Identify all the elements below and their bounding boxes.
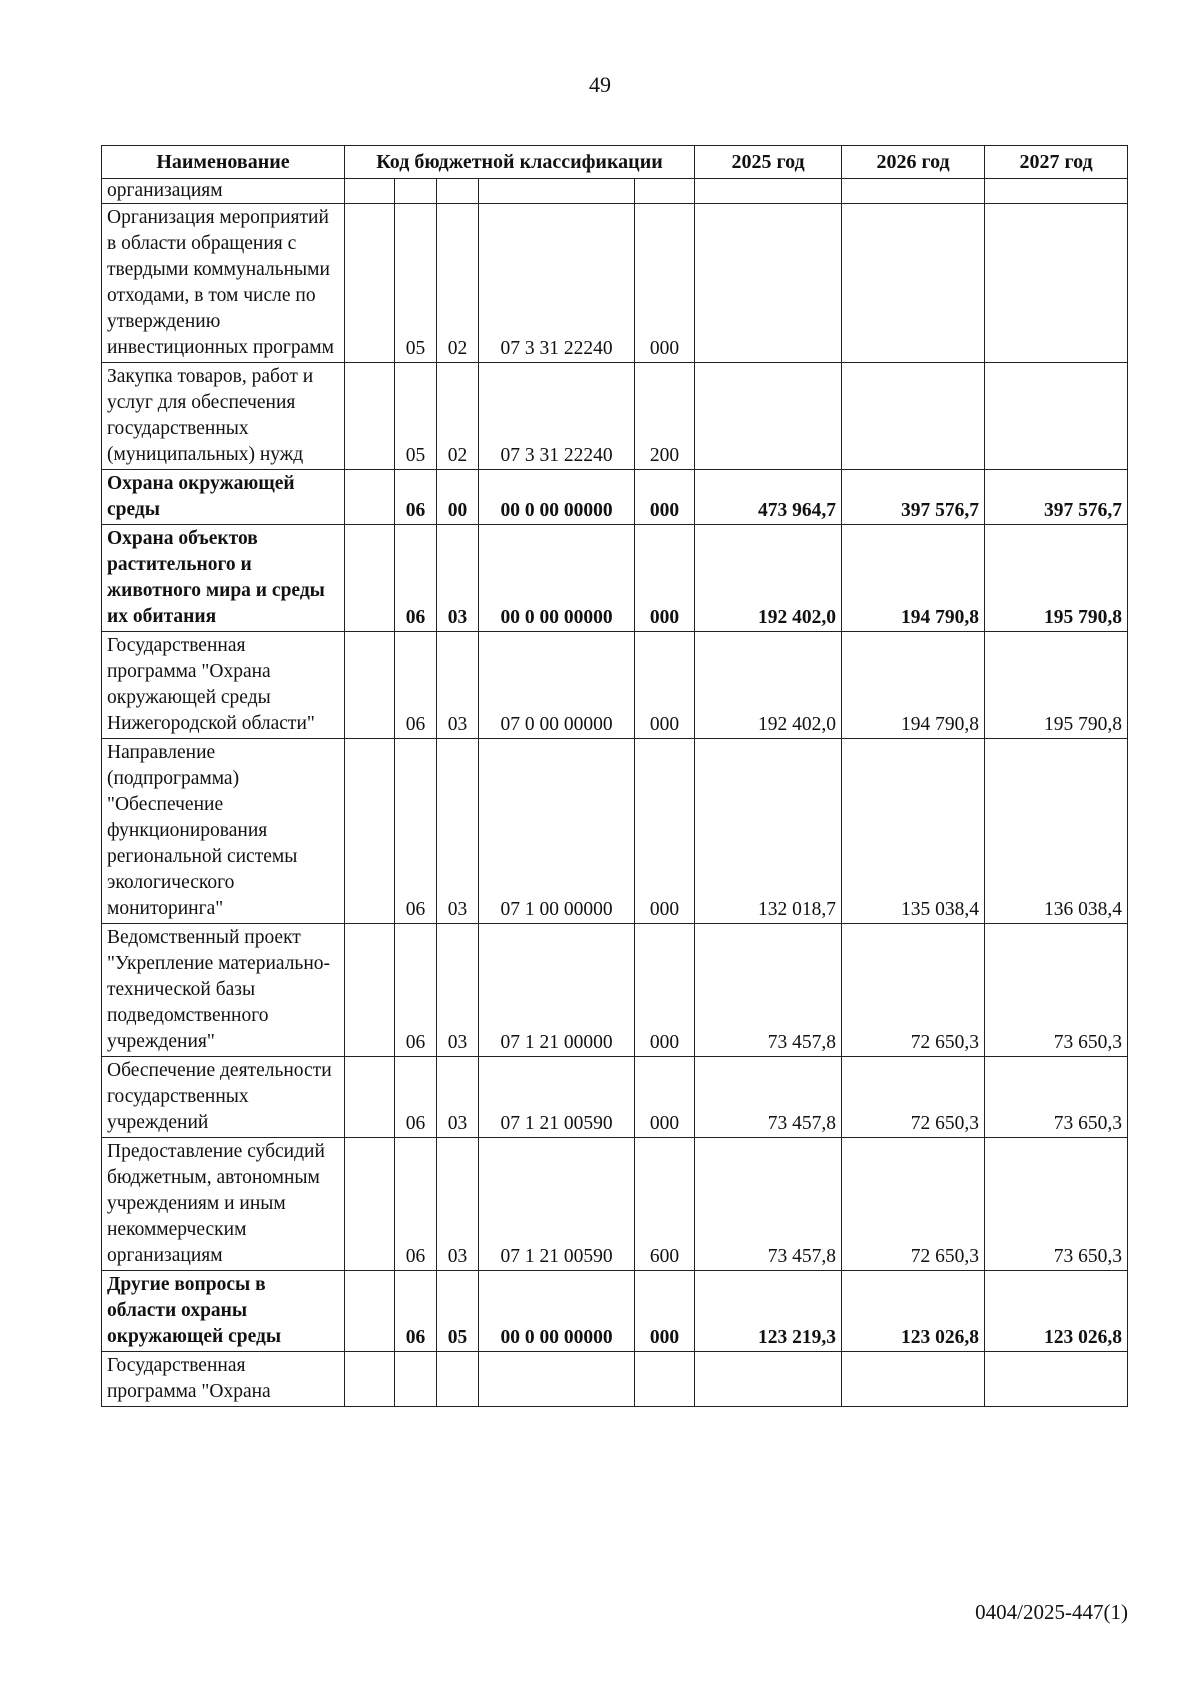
code-blank xyxy=(345,179,395,204)
code-target-article: 07 1 00 00000 xyxy=(479,739,635,924)
row-name: Охрана объектов растительного и животного мира и среды их обитания xyxy=(102,525,345,632)
header-code: Код бюджетной классификации xyxy=(345,146,695,179)
table-row xyxy=(102,739,1128,924)
code-target-article xyxy=(479,179,635,204)
header-2026: 2026 год xyxy=(842,146,985,179)
row-name: Обеспечение деятельности государственных учреждений xyxy=(102,1057,345,1138)
code-expense-type: 000 xyxy=(635,204,695,363)
value-2025 xyxy=(695,1352,842,1407)
value-2025: 73 457,8 xyxy=(695,1057,842,1138)
value-2025: 123 219,3 xyxy=(695,1271,842,1352)
code-subsection xyxy=(437,179,479,204)
code-expense-type: 600 xyxy=(635,1138,695,1271)
value-2026 xyxy=(842,1352,985,1407)
code-expense-type xyxy=(635,1352,695,1407)
value-2027 xyxy=(985,204,1128,363)
code-target-article: 00 0 00 00000 xyxy=(479,1271,635,1352)
value-2027: 73 650,3 xyxy=(985,1138,1128,1271)
code-target-article: 07 1 21 00590 xyxy=(479,1057,635,1138)
page-number: 49 xyxy=(589,72,611,97)
value-2027: 195 790,8 xyxy=(985,525,1128,632)
value-2026: 72 650,3 xyxy=(842,1138,985,1271)
table-row xyxy=(102,525,1128,632)
value-2026: 123 026,8 xyxy=(842,1271,985,1352)
value-2027: 397 576,7 xyxy=(985,470,1128,525)
code-section: 06 xyxy=(395,1138,437,1271)
value-2026: 72 650,3 xyxy=(842,1057,985,1138)
value-2025: 192 402,0 xyxy=(695,632,842,739)
code-subsection: 02 xyxy=(437,363,479,470)
code-subsection: 03 xyxy=(437,1138,479,1271)
header-name: Наименование xyxy=(102,146,345,179)
value-2027 xyxy=(985,179,1128,204)
code-blank xyxy=(345,470,395,525)
code-expense-type: 000 xyxy=(635,1057,695,1138)
code-expense-type: 000 xyxy=(635,525,695,632)
code-expense-type: 200 xyxy=(635,363,695,470)
code-section xyxy=(395,1352,437,1407)
code-expense-type: 000 xyxy=(635,924,695,1057)
value-2026 xyxy=(842,204,985,363)
table-row xyxy=(102,179,1128,204)
header-2027: 2027 год xyxy=(985,146,1128,179)
value-2025: 73 457,8 xyxy=(695,1138,842,1271)
code-subsection: 05 xyxy=(437,1271,479,1352)
code-section xyxy=(395,179,437,204)
row-name: Закупка товаров, работ и услуг для обеспечения государственных (муниципальных) нужд xyxy=(102,363,345,470)
table-row xyxy=(102,1138,1128,1271)
table-row xyxy=(102,363,1128,470)
value-2026: 397 576,7 xyxy=(842,470,985,525)
value-2026 xyxy=(842,363,985,470)
code-subsection: 00 xyxy=(437,470,479,525)
budget-table xyxy=(101,145,1128,1407)
code-blank xyxy=(345,363,395,470)
code-section: 06 xyxy=(395,525,437,632)
code-expense-type xyxy=(635,179,695,204)
code-section: 06 xyxy=(395,632,437,739)
code-subsection: 03 xyxy=(437,525,479,632)
code-target-article: 07 0 00 00000 xyxy=(479,632,635,739)
row-name: организациям xyxy=(102,179,345,204)
code-target-article xyxy=(479,1352,635,1407)
table-row xyxy=(102,1057,1128,1138)
value-2026: 194 790,8 xyxy=(842,525,985,632)
code-subsection: 03 xyxy=(437,1057,479,1138)
value-2025: 192 402,0 xyxy=(695,525,842,632)
row-name: Другие вопросы в области охраны окружающей среды xyxy=(102,1271,345,1352)
code-blank xyxy=(345,632,395,739)
code-subsection: 03 xyxy=(437,739,479,924)
table-row xyxy=(102,204,1128,363)
code-blank xyxy=(345,924,395,1057)
table-row xyxy=(102,632,1128,739)
value-2026: 135 038,4 xyxy=(842,739,985,924)
value-2025: 473 964,7 xyxy=(695,470,842,525)
code-target-article: 00 0 00 00000 xyxy=(479,470,635,525)
value-2027: 136 038,4 xyxy=(985,739,1128,924)
value-2025: 132 018,7 xyxy=(695,739,842,924)
code-target-article: 07 1 21 00000 xyxy=(479,924,635,1057)
code-section: 05 xyxy=(395,204,437,363)
value-2027: 195 790,8 xyxy=(985,632,1128,739)
value-2026: 194 790,8 xyxy=(842,632,985,739)
value-2027: 73 650,3 xyxy=(985,924,1128,1057)
code-section: 06 xyxy=(395,1271,437,1352)
code-blank xyxy=(345,1057,395,1138)
value-2025 xyxy=(695,179,842,204)
row-name: Охрана окружающей среды xyxy=(102,470,345,525)
row-name: Ведомственный проект "Укрепление материально-технической базы подведомственного учреждения" xyxy=(102,924,345,1057)
table-row xyxy=(102,1352,1128,1407)
code-blank xyxy=(345,1271,395,1352)
row-name: Государственная программа "Охрана окружающей среды Нижегородской области" xyxy=(102,632,345,739)
code-expense-type: 000 xyxy=(635,632,695,739)
table-row xyxy=(102,470,1128,525)
table-header-row xyxy=(102,146,1128,179)
code-blank xyxy=(345,1352,395,1407)
value-2025 xyxy=(695,363,842,470)
code-subsection: 02 xyxy=(437,204,479,363)
row-name: Государственная программа "Охрана xyxy=(102,1352,345,1407)
header-2025: 2025 год xyxy=(695,146,842,179)
value-2026: 72 650,3 xyxy=(842,924,985,1057)
code-subsection: 03 xyxy=(437,924,479,1057)
value-2025: 73 457,8 xyxy=(695,924,842,1057)
code-section: 06 xyxy=(395,1057,437,1138)
code-blank xyxy=(345,1138,395,1271)
code-blank xyxy=(345,525,395,632)
value-2027: 73 650,3 xyxy=(985,1057,1128,1138)
value-2027: 123 026,8 xyxy=(985,1271,1128,1352)
code-target-article: 07 3 31 22240 xyxy=(479,363,635,470)
code-expense-type: 000 xyxy=(635,470,695,525)
table-row xyxy=(102,1271,1128,1352)
code-target-article: 07 1 21 00590 xyxy=(479,1138,635,1271)
row-name: Направление (подпрограмма) "Обеспечение функционирования региональной системы экологического мониторинга" xyxy=(102,739,345,924)
code-subsection xyxy=(437,1352,479,1407)
value-2025 xyxy=(695,204,842,363)
code-expense-type: 000 xyxy=(635,1271,695,1352)
value-2026 xyxy=(842,179,985,204)
code-section: 06 xyxy=(395,739,437,924)
code-expense-type: 000 xyxy=(635,739,695,924)
value-2027 xyxy=(985,1352,1128,1407)
code-blank xyxy=(345,739,395,924)
value-2027 xyxy=(985,363,1128,470)
code-blank xyxy=(345,204,395,363)
code-target-article: 00 0 00 00000 xyxy=(479,525,635,632)
row-name: Организация мероприятий в области обращения с твердыми коммунальными отходами, в том числе по утверждению инвестиционных программ xyxy=(102,204,345,363)
code-section: 05 xyxy=(395,363,437,470)
code-section: 06 xyxy=(395,924,437,1057)
row-name: Предоставление субсидий бюджетным, автономным учреждениям и иным некоммерческим организациям xyxy=(102,1138,345,1271)
table-row xyxy=(102,924,1128,1057)
table-body xyxy=(102,179,1128,1407)
code-section: 06 xyxy=(395,470,437,525)
code-subsection: 03 xyxy=(437,632,479,739)
document-id: 0404/2025-447(1) xyxy=(975,1600,1128,1624)
code-target-article: 07 3 31 22240 xyxy=(479,204,635,363)
